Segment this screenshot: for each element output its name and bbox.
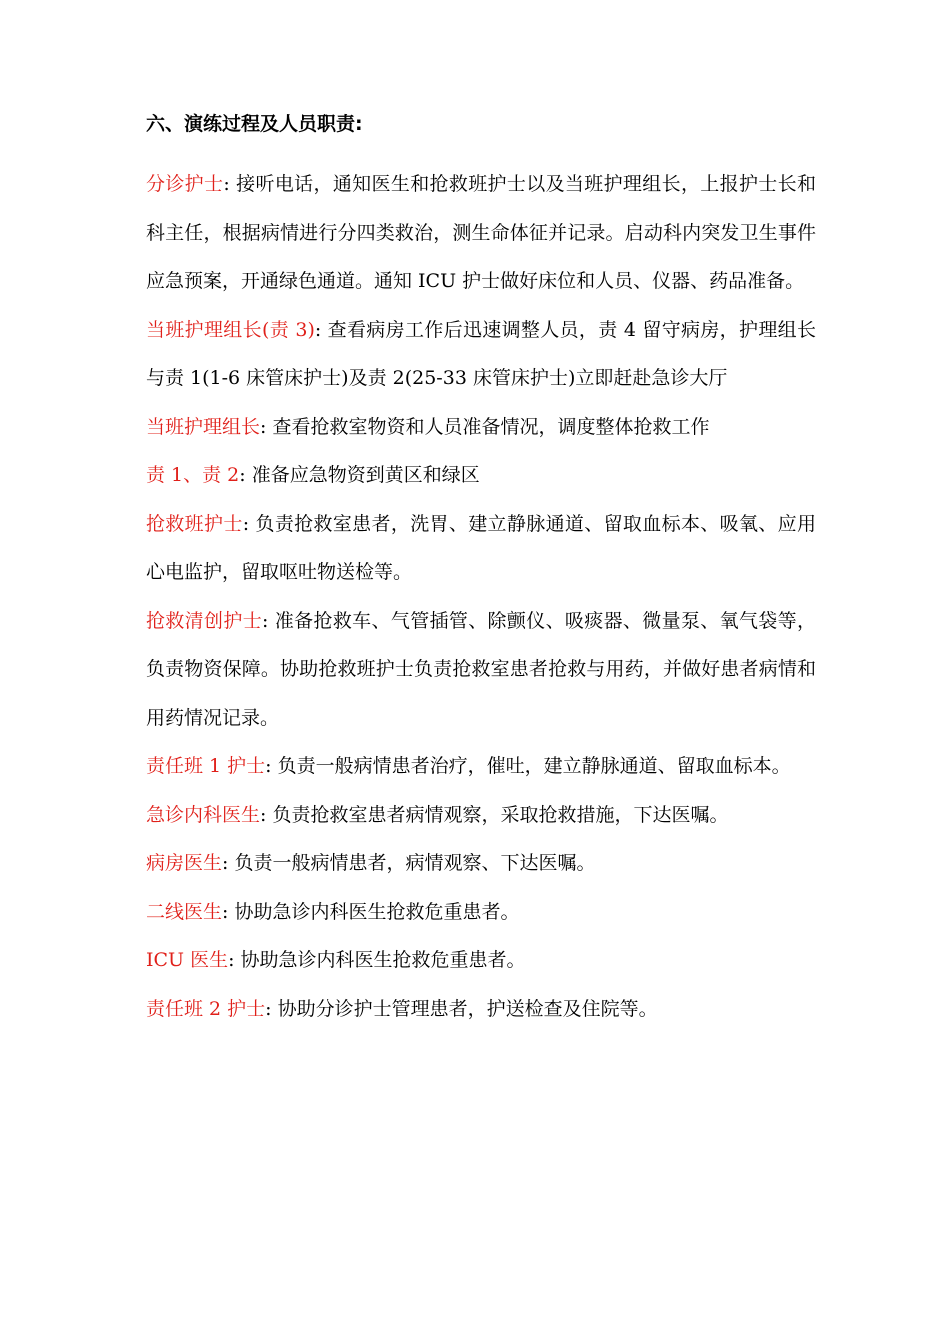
section-heading: 六、演练过程及人员职责: [146,113,363,135]
paragraph-ward-doctor [146,839,816,888]
role-label: 责任班 2 护士 [146,997,266,1020]
role-label: ICU 医生 [146,949,229,971]
paragraph-duty-nurse-1 [146,742,816,791]
role-label: 当班护理组长 [146,415,261,438]
paragraph-triage-nurse [146,160,816,306]
duty-text: : 协助急诊内科医生抢救危重患者。 [222,900,520,923]
role-label: 当班护理组长(责 3) [146,318,315,341]
role-label: 病房医生 [146,852,223,874]
duty-text: : 协助分诊护士管理患者，护送检查及住院等。 [265,997,658,1020]
paragraph-emergency-doctor [146,791,816,840]
paragraph-icu-doctor [146,936,816,985]
role-label: 分诊护士 [146,173,224,195]
role-label: 责任班 1 护士 [146,755,266,777]
duty-text: : 负责一般病情患者，病情观察、下达医嘱。 [222,852,596,874]
role-label: 急诊内科医生 [146,803,261,826]
paragraph-rescue-nurse [146,500,816,597]
duty-text: : 负责抢救室患者病情观察，采取抢救措施，下达医嘱。 [260,803,729,826]
role-label: 抢救清创护士 [146,609,263,632]
role-label: 抢救班护士 [146,512,243,535]
duty-text: : 准备应急物资到黄区和绿区 [239,464,480,486]
paragraph-second-line-doctor [146,888,816,937]
duty-text: : 接听电话，通知医生和抢救班护士以及当班护理组长，上报护士长和科主任，根据病情进行分四类救治，测生命体征并记录。启动科内突发卫生事件应急预案，开通绿色通道。通知 ICU 护士做好床位和人员、仪器、药品准备。 [146,173,816,292]
paragraph-duty-nurse-2 [146,985,816,1034]
duty-text: : 负责一般病情患者治疗，催吐，建立静脉通道、留取血标本。 [265,755,791,777]
paragraph-shift-leader [146,403,816,452]
paragraph-debridement-nurse [146,597,816,743]
duty-text: : 协助急诊内科医生抢救危重患者。 [228,949,526,971]
role-label: 责 1、责 2 [146,464,240,486]
document-page [146,112,816,1033]
paragraph-duty-1-2 [146,451,816,500]
duty-text: : 查看抢救室物资和人员准备情况，调度整体抢救工作 [260,415,710,438]
paragraph-shift-leader-3 [146,306,816,403]
duty-text: : 准备抢救车、气管插管、除颤仪、吸痰器、微量泵、氧气袋等，负责物资保障。协助抢救班护士负责抢救室患者抢救与用药，并做好患者病情和用药情况记录。 [146,609,816,729]
duty-text: : 负责抢救室患者，洗胃、建立静脉通道、留取血标本、吸氧、应用心电监护，留取呕吐物送检等。 [146,512,816,583]
role-label: 二线医生 [146,900,223,923]
duty-text: : 查看病房工作后迅速调整人员，责 4 留守病房，护理组长与责 1(1-6 床管床护士)及责 2(25-33 床管床护士)立即赶赴急诊大厅 [146,318,816,389]
